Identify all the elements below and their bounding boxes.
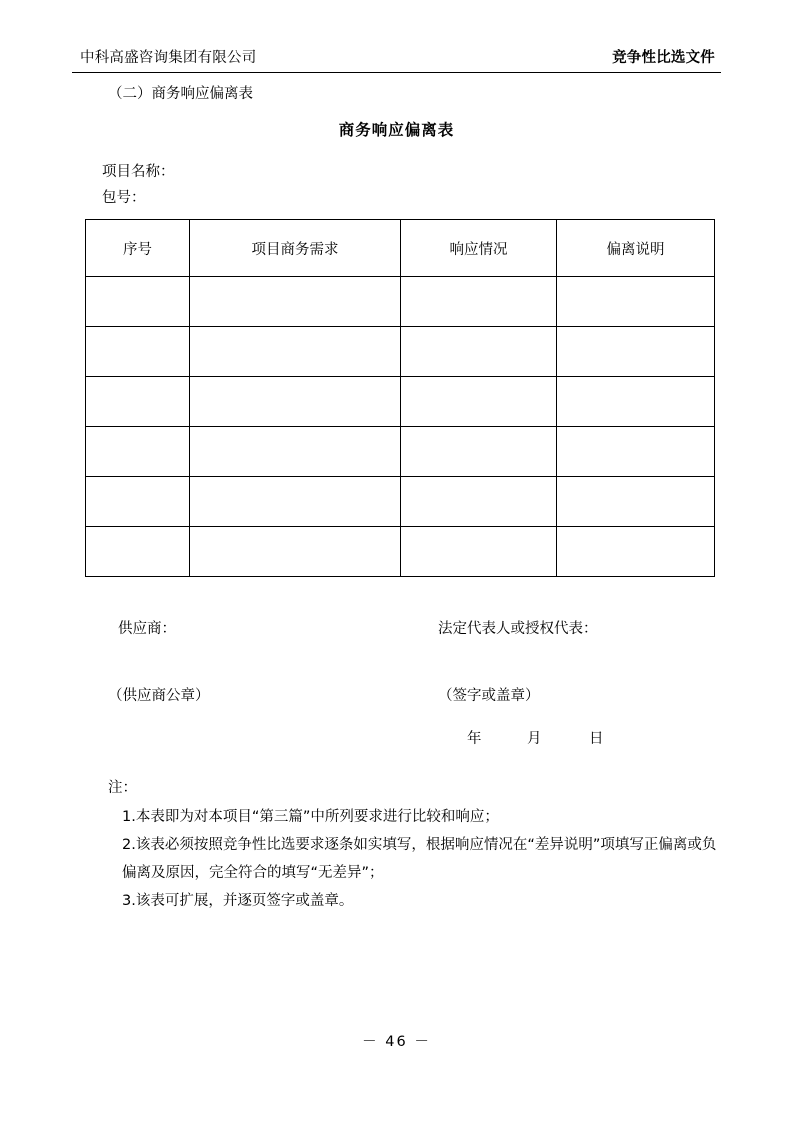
cell-index[interactable] xyxy=(86,427,190,477)
note-item-3: 3.该表可扩展，并逐页签字或盖章。 xyxy=(122,893,354,910)
document-header xyxy=(72,48,721,73)
cell-requirement[interactable] xyxy=(190,427,401,477)
cell-index[interactable] xyxy=(86,277,190,327)
section-label: （二）商务响应偏离表 xyxy=(108,86,253,103)
table-row xyxy=(86,427,715,477)
cell-response[interactable] xyxy=(401,527,557,577)
cell-response[interactable] xyxy=(401,377,557,427)
legal-representative-label: 法定代表人或授权代表： xyxy=(438,621,598,638)
table-row xyxy=(86,527,715,577)
date-month-label: 月 xyxy=(527,731,542,748)
header-document-type: 竞争性比选文件 xyxy=(612,50,715,66)
supplier-label: 供应商： xyxy=(118,621,176,638)
note-item-2: 2.该表必须按照竞争性比选要求逐条如实填写，根据响应情况在“差异说明”项填写正偏离或负偏离及原因，完全符合的填写“无差异”； xyxy=(122,836,717,882)
cell-deviation[interactable] xyxy=(557,277,715,327)
cell-deviation[interactable] xyxy=(557,427,715,477)
column-header-requirement: 项目商务需求 xyxy=(190,220,401,277)
cell-response[interactable] xyxy=(401,327,557,377)
cell-deviation[interactable] xyxy=(557,477,715,527)
cell-requirement[interactable] xyxy=(190,527,401,577)
cell-response[interactable] xyxy=(401,427,557,477)
cell-index[interactable] xyxy=(86,477,190,527)
cell-requirement[interactable] xyxy=(190,327,401,377)
deviation-table xyxy=(85,219,715,577)
table-row xyxy=(86,377,715,427)
seal-row xyxy=(72,684,721,705)
cell-deviation[interactable] xyxy=(557,527,715,577)
sign-or-seal-label: （签字或盖章） xyxy=(438,688,540,705)
cell-response[interactable] xyxy=(401,277,557,327)
project-name-field: 项目名称： xyxy=(102,164,175,181)
signature-row xyxy=(72,617,721,638)
table-row xyxy=(86,277,715,327)
cell-requirement[interactable] xyxy=(190,277,401,327)
page-number: － 46 － xyxy=(362,1034,431,1050)
column-header-response: 响应情况 xyxy=(401,220,557,277)
cell-response[interactable] xyxy=(401,477,557,527)
cell-requirement[interactable] xyxy=(190,377,401,427)
table-row xyxy=(86,477,715,527)
date-row xyxy=(72,727,721,748)
date-year-label: 年 xyxy=(467,731,482,748)
page-content xyxy=(72,48,721,916)
header-company-name: 中科高盛咨询集团有限公司 xyxy=(80,50,257,66)
cell-index[interactable] xyxy=(86,327,190,377)
table-row xyxy=(86,327,715,377)
notes-block xyxy=(72,774,721,915)
date-day-label: 日 xyxy=(589,731,604,748)
column-header-deviation: 偏离说明 xyxy=(557,220,715,277)
note-item-1: 1.本表即为对本项目“第三篇”中所列要求进行比较和响应； xyxy=(122,808,499,825)
cell-deviation[interactable] xyxy=(557,327,715,377)
column-header-index: 序号 xyxy=(86,220,190,277)
cell-index[interactable] xyxy=(86,377,190,427)
table-header-row xyxy=(86,220,715,277)
cell-deviation[interactable] xyxy=(557,377,715,427)
cell-requirement[interactable] xyxy=(190,477,401,527)
notes-heading: 注： xyxy=(108,780,137,797)
supplier-seal-label: （供应商公章） xyxy=(108,688,210,705)
package-no-field: 包号： xyxy=(102,189,146,206)
cell-index[interactable] xyxy=(86,527,190,577)
page-title: 商务响应偏离表 xyxy=(338,121,455,140)
